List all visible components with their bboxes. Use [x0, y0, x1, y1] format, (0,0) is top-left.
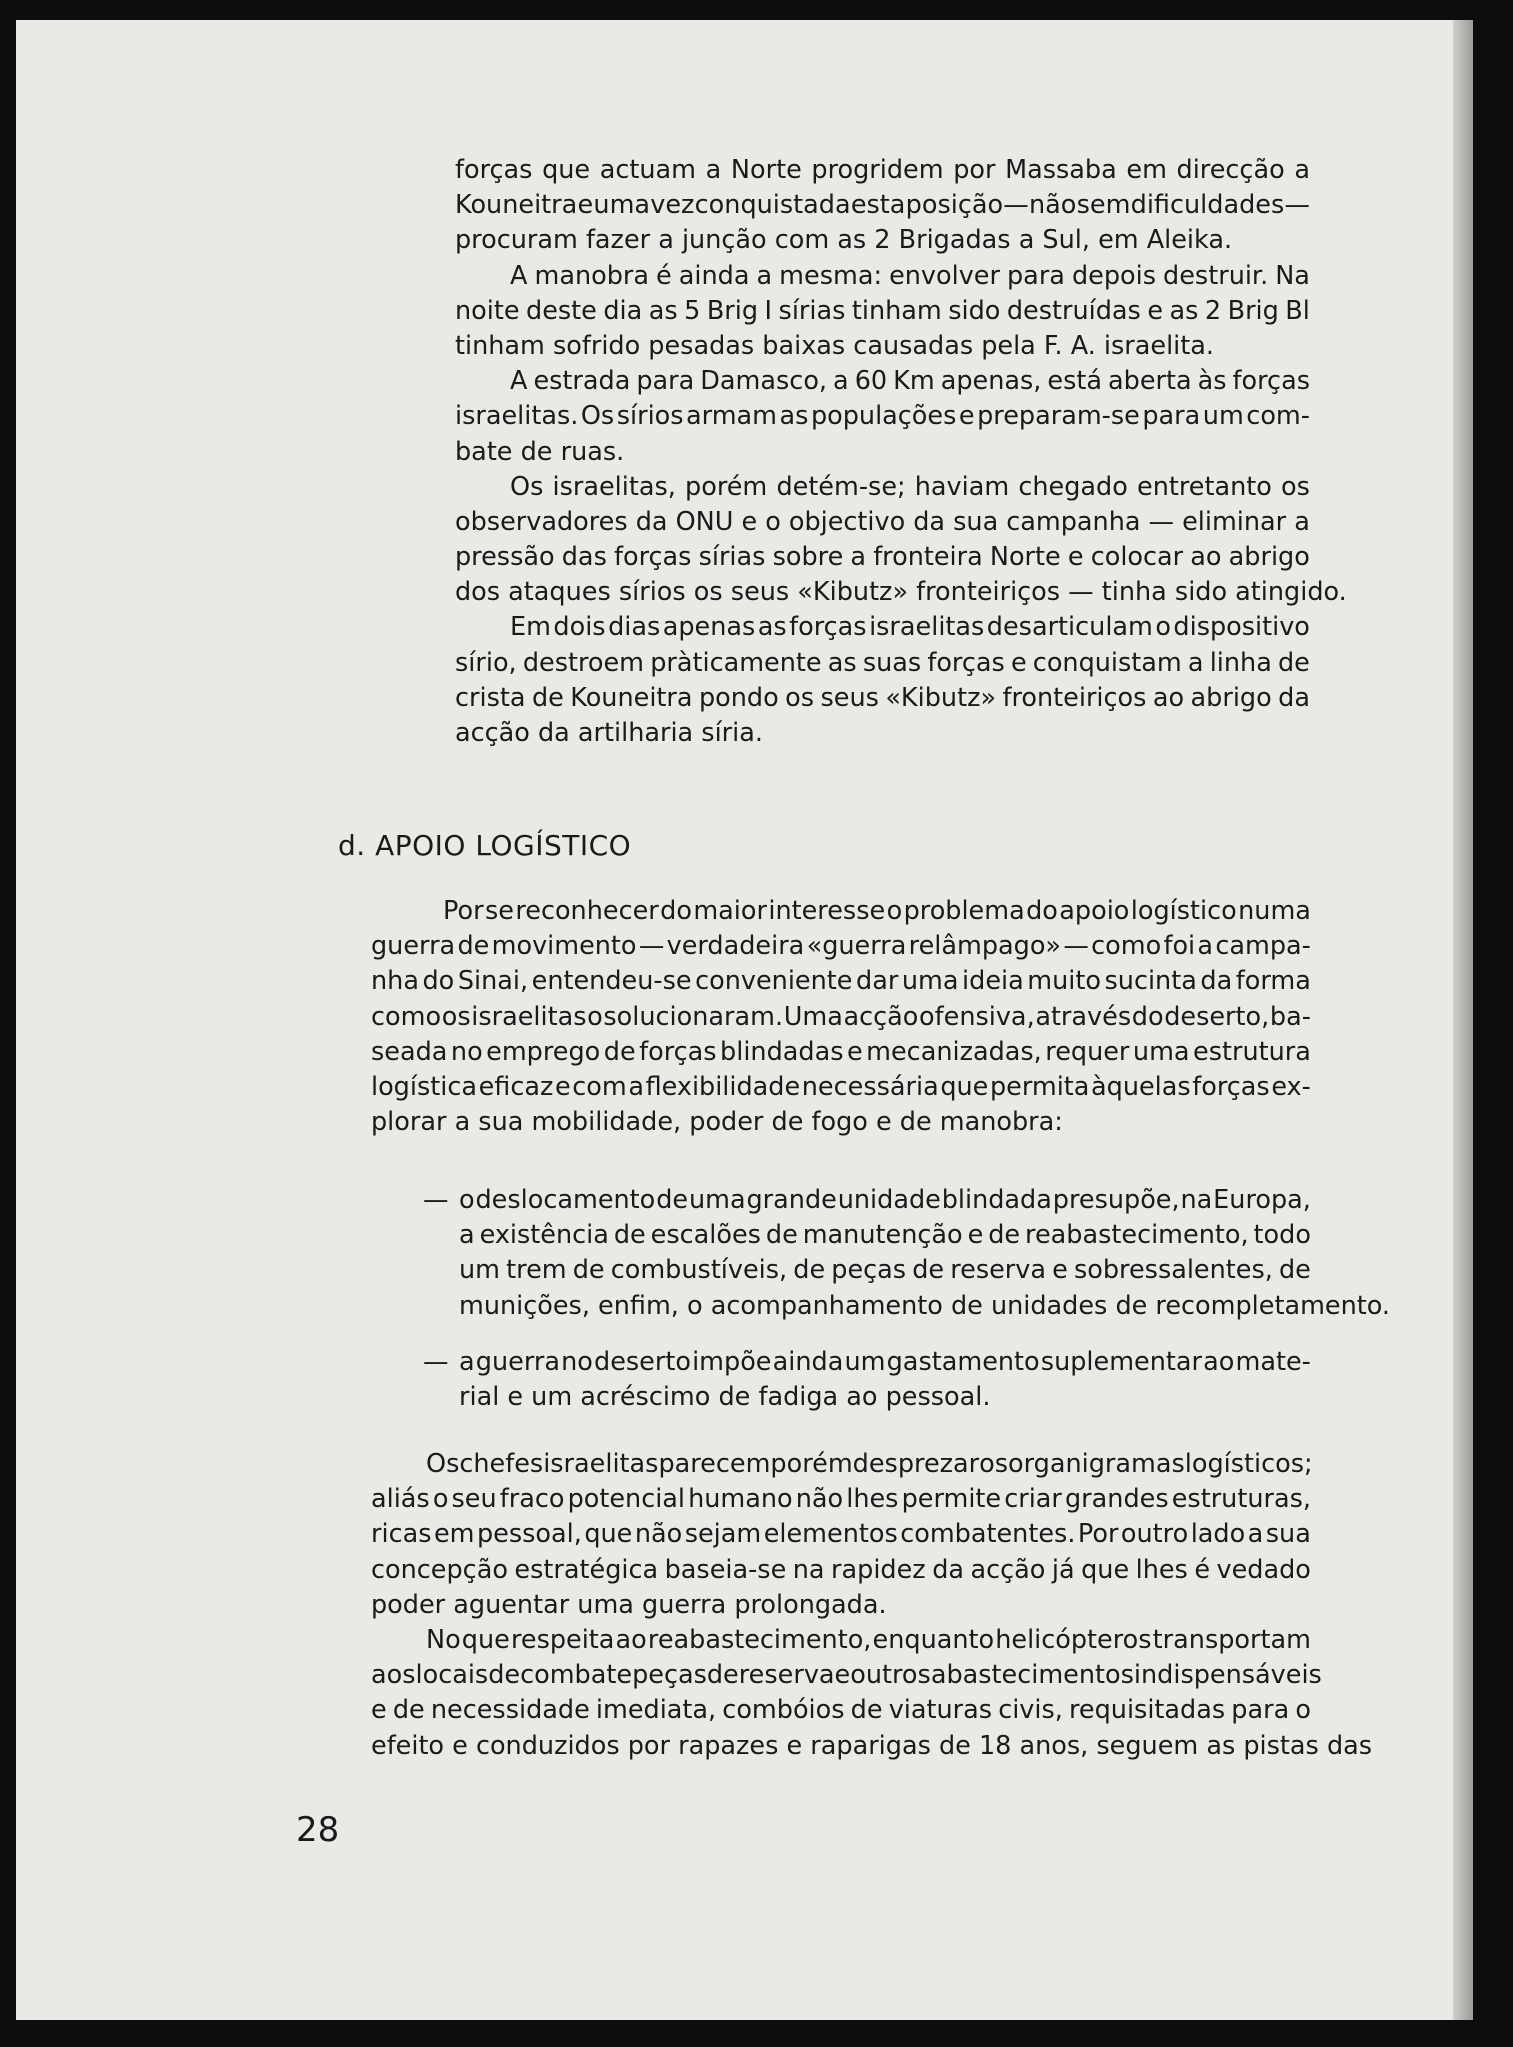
text-line: como os israelitas o solucionaram. Uma acção ofensiva, através do deserto, ba- — [371, 1001, 1311, 1032]
text-line: observadores da ONU e o objectivo da sua campanha — eliminar a — [455, 506, 1310, 537]
bullet-dash: — — [423, 1185, 449, 1215]
text-line: nha do Sinai, entendeu-se conveniente dar uma ideia muito sucinta da forma — [371, 966, 1311, 997]
text-line: a existência de escalões de manutenção e de reabastecimento, todo — [459, 1220, 1311, 1251]
text-line: ricas em pessoal, que não sejam elementos combatentes. Por outro lado a sua — [371, 1519, 1311, 1550]
text-line: e de necessidade imediata, combóios de viaturas civis, requisitadas para o — [371, 1695, 1311, 1726]
text-line: israelitas. Os sírios armam as populações e preparam-se para um com- — [455, 401, 1310, 432]
text-line: o deslocamento de uma grande unidade blindada presupõe, na Europa, — [459, 1185, 1311, 1215]
bullet-item — [423, 1183, 1391, 1324]
page-number: 28 — [296, 1810, 340, 1850]
text-line: munições, enfim, o acompanhamento de unidades de recompletamento. — [459, 1290, 1391, 1321]
text-line: acção da artilharia síria. — [455, 718, 763, 748]
bullet-dash: — — [423, 1347, 449, 1377]
text-line: bate de ruas. — [455, 436, 625, 467]
text-line: guerra de movimento — verdadeira «guerra relâmpago» — como foi a campa- — [371, 931, 1311, 962]
text-line: aos locais de combate peças de reserva e outros abastecimentos indispensáveis — [371, 1660, 1322, 1691]
text-line: a guerra no deserto impõe ainda um gastamento suplementar ao mate- — [459, 1347, 1311, 1377]
text-line: aliás o seu fraco potencial humano não lhes permite criar grandes estruturas, — [371, 1484, 1311, 1515]
text-line: crista de Kouneitra pondo os seus «Kibutz» fronteiriços ao abrigo da — [455, 682, 1310, 713]
text-line: tinham sofrido pesadas baixas causadas pela F. A. israelita. — [455, 330, 1214, 361]
text-line: dos ataques sírios os seus «Kibutz» fronteiriços — tinha sido atingido. — [455, 577, 1347, 608]
text-line: rial e um acréscimo de fadiga ao pessoal. — [459, 1382, 991, 1413]
text-line: um trem de combustíveis, de peças de reserva e sobressalentes, de — [459, 1255, 1311, 1286]
text-line: sírio, destroem pràticamente as suas forças e conquistam a linha de — [455, 647, 1310, 678]
page-edge — [1453, 20, 1473, 2020]
text-line: concepção estratégica baseia-se na rapidez da acção já que lhes é vedado — [371, 1554, 1311, 1585]
text-line: logística eficaz e com a flexibilidade necessária que permita àquelas forças ex- — [371, 1071, 1311, 1102]
text-line: No que respeita ao reabastecimento, enquanto helicópteros transportam — [426, 1624, 1311, 1655]
text-line: noite deste dia as 5 Brig I sírias tinham sido destruídas e as 2 Brig Bl — [455, 295, 1310, 326]
text-line: Os israelitas, porém detém-se; haviam chegado entretanto os — [510, 471, 1310, 502]
text-line: A manobra é ainda a mesma: envolver para depois destruir. Na — [510, 260, 1310, 291]
text-line: pressão das forças sírias sobre a fronteira Norte e colocar ao abrigo — [455, 542, 1310, 573]
book-page — [16, 20, 1453, 2020]
text-line: forças que actuam a Norte progridem por Massaba em direcção a — [455, 155, 1310, 185]
text-line: Kouneitra e uma vez conquistada esta posição — não sem dificuldades — — [455, 190, 1310, 221]
lower-text-block — [371, 1447, 1373, 1764]
text-line: procuram fazer a junção com as 2 Brigadas a Sul, em Aleika. — [455, 225, 1233, 256]
section-heading: d. APOIO LOGÍSTICO — [338, 829, 632, 862]
text-line: plorar a sua mobilidade, poder de fogo e de manobra: — [371, 1107, 1063, 1138]
text-line: Os chefes israelitas parecem porém desprezar os organigramas logísticos; — [426, 1449, 1313, 1479]
text-line: efeito e conduzidos por rapazes e raparigas de 18 anos, seguem as pistas das — [371, 1730, 1373, 1761]
intro-paragraph — [371, 894, 1311, 1140]
bullet-item — [423, 1345, 1311, 1415]
text-line: Por se reconhecer do maior interesse o problema do apoio logístico numa — [443, 896, 1311, 926]
text-line: poder aguentar uma guerra prolongada. — [371, 1589, 887, 1620]
text-line: Em dois dias apenas as forças israelitas desarticulam o dispositivo — [510, 612, 1310, 643]
text-line: A estrada para Damasco, a 60 Km apenas, está aberta às forças — [510, 366, 1310, 397]
upper-text-block — [455, 153, 1347, 751]
text-line: seada no emprego de forças blindadas e mecanizadas, requer uma estrutura — [371, 1036, 1311, 1067]
